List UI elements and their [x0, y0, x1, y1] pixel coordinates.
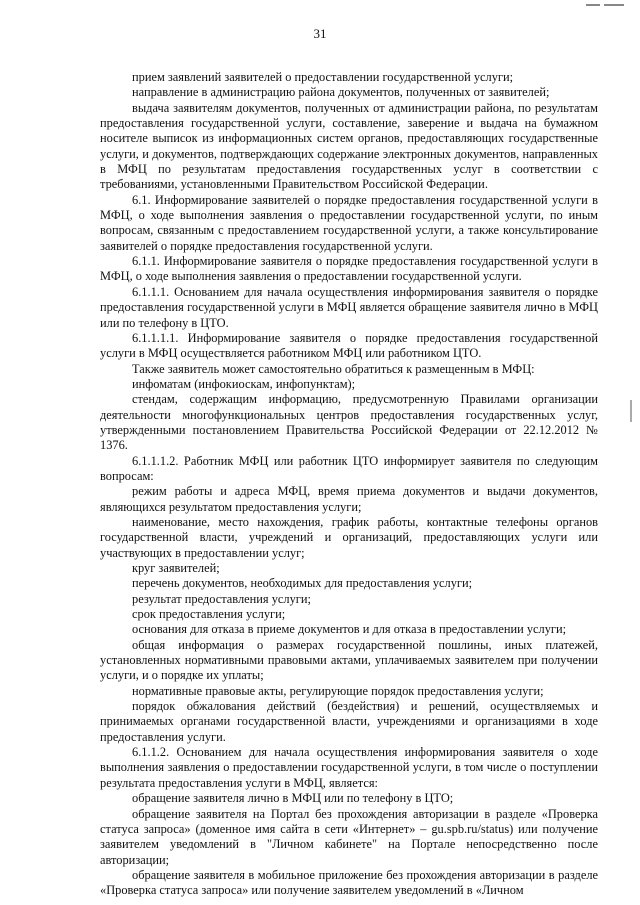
paragraph: направление в администрацию района документов, полученных от заявителей;	[132, 85, 550, 100]
margin-scan-mark	[630, 400, 632, 422]
paragraph: обращение заявителя на Портал без прохождения авторизации в разделе «Проверка статуса запроса» (доменное имя сайта в сети «Интернет» – gu.spb.ru/status) или получение заявителем уведомлений в "Личном кабинете" на Портале непосредственно после авторизации;	[100, 806, 598, 867]
paragraph: порядок обжалования действий (бездействия) и решений, осуществляемых и принимаемых органами государственной власти, учреждениями и организациями в ходе предоставления услуги.	[100, 699, 598, 744]
paragraph: выдача заявителям документов, полученных от администрации района, по результатам предоставления государственной услуги, составление, заверение и выдача на бумажном носителе выписок из информационных систем органов, предоставляющих государственные услуги, и документов, подтверждающих содержание электронных документов, направленных в МФЦ по результатам предоставления государственных услуг в соответствии с требованиями, установленными Правительством Российской Федерации.	[100, 100, 598, 192]
paragraph: общая информация о размерах государственной пошлины, иных платежей, установленных нормативными правовыми актами, уплачиваемых заявителем при получении услуги, и о порядке их уплаты;	[100, 637, 598, 683]
paragraph: срок предоставления услуги;	[132, 607, 286, 622]
paragraph: обращение заявителя в мобильное приложение без прохождения авторизации в разделе «Проверка статуса запроса» или получение заявителем уведомлений в «Личном	[100, 867, 598, 898]
page-number: 31	[313, 26, 327, 41]
paragraph: 6.1.1.1. Основанием для начала осуществления информирования заявителя о порядке предоставления государственной услуги в МФЦ является обращение заявителя лично в МФЦ или по телефону в ЦТО.	[100, 284, 598, 330]
paragraph: Также заявитель может самостоятельно обратиться к размещенным в МФЦ:	[132, 361, 535, 376]
paragraph: 6.1.1.2. Основанием для начала осуществления информирования заявителя о ходе выполнения заявления о предоставлении государственной услуги, в том числе о поступлении результата предоставления услуги в МФЦ, является:	[100, 745, 598, 790]
corner-scan-mark	[580, 0, 640, 14]
paragraph: стендам, содержащим информацию, предусмотренную Правилами организации деятельности многофункциональных центров предоставления государственных услуг, утвержденными постановлением Правительства Российской Федерации от 22.12.2012 № 1376.	[100, 392, 598, 453]
paragraph: перечень документов, необходимых для предоставления услуги;	[132, 576, 473, 591]
paragraph: наименование, место нахождения, график работы, контактные телефоны органов государственной власти, учреждений и организаций, предоставляющих услуги или участвующих в предоставлении услуг;	[100, 514, 598, 560]
paragraph: обращение заявителя лично в МФЦ или по телефону в ЦТО;	[132, 791, 454, 806]
paragraph: 6.1. Информирование заявителей о порядке предоставления государственной услуги в МФЦ, о ходе выполнения заявления о предоставлении государственной услуги, по иным вопросам, связанным с предоставлением государственной услуги, а также консультирование заявителей о порядке предоставления государственной услуги.	[100, 192, 598, 253]
paragraph: 6.1.1. Информирование заявителя о порядке предоставления государственной услуги в МФЦ, о ходе выполнения заявления о предоставлении государственной услуги.	[100, 254, 598, 284]
paragraph: результат предоставления услуги;	[132, 591, 311, 606]
document-body	[100, 70, 598, 899]
paragraph: основания для отказа в приеме документов и для отказа в предоставлении услуги;	[132, 622, 567, 637]
paragraph: 6.1.1.1.1. Информирование заявителя о порядке предоставления государственной услуги в МФЦ осуществляется работником МФЦ или работником ЦТО.	[100, 330, 598, 361]
paragraph: прием заявлений заявителей о предоставлении государственной услуги;	[132, 70, 514, 84]
paragraph: режим работы и адреса МФЦ, время приема документов и выдачи документов, являющихся результатом предоставления услуги;	[100, 484, 598, 514]
paragraph: 6.1.1.1.2. Работник МФЦ или работник ЦТО информирует заявителя по следующим вопросам:	[100, 453, 598, 483]
paragraph: круг заявителей;	[132, 561, 220, 575]
paragraph: инфоматам (инфокиоскам, инфопунктам);	[132, 376, 356, 391]
paragraph: нормативные правовые акты, регулирующие порядок предоставления услуги;	[132, 683, 544, 698]
